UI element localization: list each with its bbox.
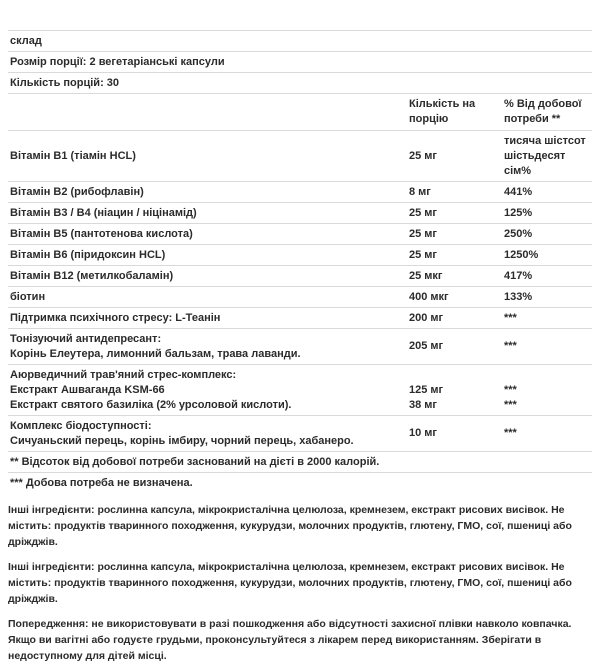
ingredient-name: Підтримка психічного стресу: L-Теанін <box>10 311 221 324</box>
composition-row <box>8 30 592 51</box>
ingredient-row-vitamin-b6 <box>8 244 592 265</box>
amount-cell: 25 мг <box>409 227 438 240</box>
ingredient-name: Вітамін B5 (пантотенова кислота) <box>10 227 193 240</box>
ingredient-name-line: Сичуаньский перець, корінь імбиру, чорний перець, хабанеро. <box>10 434 354 447</box>
daily-value-cell: 125% <box>504 206 533 219</box>
ingredient-name <box>10 419 409 449</box>
amount-cell: 10 мг <box>409 427 438 439</box>
amount-cell: 8 мг <box>409 185 431 198</box>
ingredient-row-vitamin-b12 <box>8 265 592 286</box>
warning-paragraph: Попередження: не використовувати в разі пошкодження або відсутності захисної плівки навколо ковпачка. Якщо ви вагітні або годуєте грудьми, проконсультуйтеся з лікарем перед використанням. Зберігати в недоступному для дітей місці. <box>8 618 572 662</box>
servings-count-text: Кількість порцій: 30 <box>10 76 120 89</box>
amount-cell: 25 мг <box>409 149 438 162</box>
ingredient-subline <box>10 383 590 398</box>
ingredient-name: біотин <box>10 290 46 303</box>
ingredient-row-bioavailability-complex <box>8 415 592 451</box>
serving-size-text: Розмір порції: 2 вегетаріанські капсули <box>10 55 225 68</box>
daily-value-cell: 1250% <box>504 248 539 261</box>
serving-size-row <box>8 51 592 72</box>
ingredient-name: Аюрведичний трав'яний стрес-комплекс: <box>10 368 237 381</box>
daily-value-cell: 417% <box>504 269 533 282</box>
ingredient-row-biotin <box>8 286 592 307</box>
other-ingredients-paragraph: Інші інгредієнти: рослинна капсула, мікрокристалічна целюлоза, кремнезем, екстракт рисових висівок. Не містить: продуктів тваринного походження, кукурудзи, молочних продуктів, глютену, ГМО, сої, пшениці або дріжджів. <box>8 504 572 548</box>
column-header-amount: Кількість на порцію <box>409 98 476 125</box>
ingredient-name: Екстракт Ашваганда KSM-66 <box>10 383 165 396</box>
ingredient-subline <box>10 368 590 383</box>
servings-count-row <box>8 72 592 93</box>
daily-value-cell: *** <box>504 427 517 439</box>
ingredient-name-line: Тонізуючий антидепресант: <box>10 332 162 345</box>
table-header-row <box>8 93 592 130</box>
column-header-daily-value: % Від добової потреби ** <box>504 98 582 125</box>
amount-cell: 205 мг <box>409 340 444 352</box>
amount-cell: 25 мг <box>409 206 438 219</box>
amount-cell: 25 мкг <box>409 269 443 282</box>
ingredient-subline <box>10 398 590 413</box>
ingredient-name: Вітамін B3 / B4 (ніацин / ніцінамід) <box>10 206 197 219</box>
amount-cell: 38 мг <box>409 398 438 411</box>
ingredient-name: Вітамін B12 (метилкобаламін) <box>10 269 174 282</box>
ingredient-row-vitamin-b3-b4 <box>8 202 592 223</box>
daily-value-cell: 250% <box>504 227 533 240</box>
amount-cell: 400 мкг <box>409 290 449 303</box>
ingredient-row-vitamin-b5 <box>8 223 592 244</box>
daily-value-cell: *** <box>504 383 517 396</box>
info-paragraphs <box>8 502 592 664</box>
daily-value-cell: *** <box>504 398 517 411</box>
ingredient-name: Вітамін B1 (тіамін HCL) <box>10 149 136 162</box>
supplement-facts-panel <box>8 30 592 493</box>
ingredient-name: Екстракт святого базиліка (2% урсоловой кислоти). <box>10 398 292 411</box>
ingredient-name-line: Корінь Елеутера, лимонний бальзам, трава лаванди. <box>10 347 301 360</box>
footnote-row-daily-value <box>8 451 592 472</box>
composition-label: склад <box>10 34 42 47</box>
daily-value-cell: 133% <box>504 290 533 303</box>
daily-value-cell: *** <box>504 340 517 352</box>
amount-cell: 200 мг <box>409 311 444 324</box>
ingredient-name: Вітамін B6 (піридоксин HCL) <box>10 248 166 261</box>
amount-cell: 125 мг <box>409 383 444 396</box>
footnote-daily-value: ** Відсоток від добової потреби заснований на дієті в 2000 калорій. <box>10 455 380 468</box>
ingredient-row-l-theanine <box>8 307 592 328</box>
other-ingredients-paragraph-repeat: Інші інгредієнти: рослинна капсула, мікрокристалічна целюлоза, кремнезем, екстракт рисових висівок. Не містить: продуктів тваринного походження, кукурудзи, молочних продуктів, глютену, ГМО, сої, пшениці або дріжджів. <box>8 561 572 605</box>
daily-value-cell: 441% <box>504 185 533 198</box>
ingredient-name <box>10 332 409 362</box>
daily-value-cell: *** <box>504 311 517 324</box>
daily-value-cell: тисяча шістсот шістьдесят сім% <box>504 134 586 177</box>
ingredient-name-line: Комплекс біодоступності: <box>10 419 152 432</box>
ingredient-row-ayurvedic-complex <box>8 364 592 415</box>
ingredient-row-vitamin-b1 <box>8 130 592 181</box>
ingredient-row-vitamin-b2 <box>8 181 592 202</box>
footnote-row-not-established <box>8 472 592 493</box>
ingredient-name: Вітамін B2 (рибофлавін) <box>10 185 144 198</box>
amount-cell: 25 мг <box>409 248 438 261</box>
ingredient-row-tonic-antidepressant <box>8 328 592 364</box>
footnote-not-established: *** Добова потреба не визначена. <box>10 476 193 489</box>
